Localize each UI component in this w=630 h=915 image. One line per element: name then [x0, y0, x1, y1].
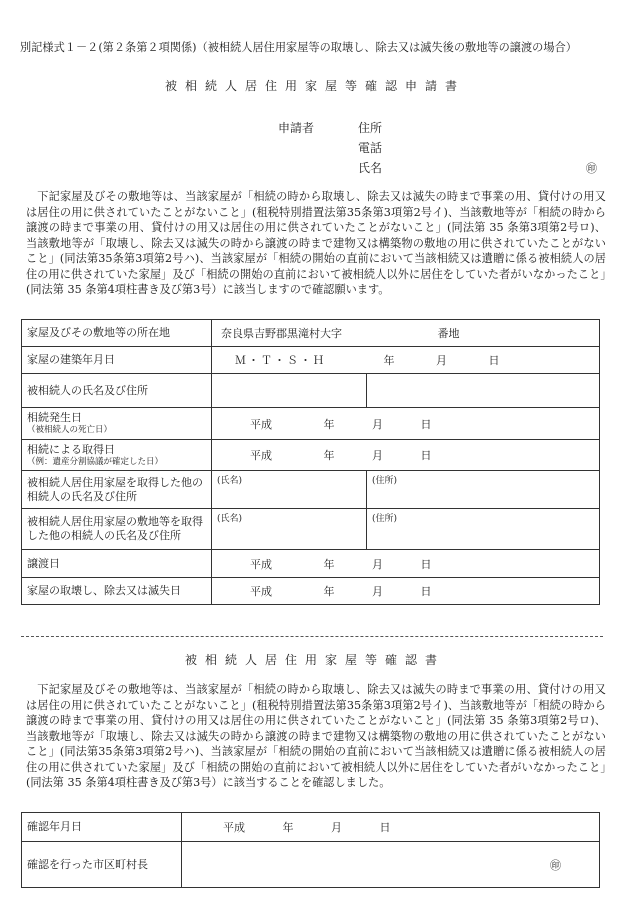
- other-heirs-house-label: 被相続人居住用家屋を取得した他の相続人の氏名及び住所: [22, 471, 212, 509]
- mayor-label: 確認を行った市区町村長: [22, 842, 182, 888]
- built-year: 年: [383, 354, 395, 367]
- demolish-date-field[interactable]: [212, 578, 600, 605]
- other-heirs-land-address-field[interactable]: [367, 509, 600, 550]
- era: 平成: [223, 821, 245, 834]
- transfer-date-label: 譲渡日: [22, 550, 212, 578]
- table-row: [22, 440, 600, 471]
- month: 月: [372, 449, 383, 462]
- built-day: 日: [488, 354, 500, 367]
- deceased-address-field[interactable]: [367, 374, 600, 408]
- acquire-date-label-cell: [22, 440, 212, 471]
- table-row: [22, 842, 600, 888]
- era: 平成: [250, 449, 272, 462]
- address-hint: (住所): [372, 476, 398, 486]
- confirm-date-label: 確認年月日: [22, 813, 182, 842]
- built-date-field[interactable]: [212, 347, 600, 374]
- mayor-field[interactable]: [182, 842, 600, 888]
- deceased-label: 被相続人の氏名及び住所: [22, 374, 212, 408]
- other-heirs-house-address-field[interactable]: [367, 471, 600, 509]
- location-field[interactable]: [212, 320, 600, 347]
- year: 年: [323, 585, 335, 598]
- applicant-label: 申請者: [278, 121, 315, 135]
- month: 月: [372, 585, 383, 598]
- confirm-date-field[interactable]: [182, 813, 600, 842]
- table-row: [22, 509, 600, 550]
- name-hint: (氏名): [217, 476, 243, 486]
- mayor-seal-icon: ㊞: [550, 858, 561, 872]
- inherit-date-label: 相続発生日: [27, 411, 82, 424]
- name-label: 氏名: [358, 161, 383, 175]
- acquire-date-sub: （例：遺産分割協議が確定した日）: [27, 456, 164, 467]
- table-row: [22, 813, 600, 842]
- era: 平成: [250, 585, 272, 598]
- year: 年: [323, 557, 335, 571]
- day: 日: [420, 417, 432, 431]
- month: 月: [372, 417, 383, 431]
- deceased-name-field[interactable]: [212, 374, 367, 408]
- name-hint: (氏名): [217, 514, 243, 524]
- inherit-date-field[interactable]: [212, 408, 600, 440]
- month: 月: [331, 821, 342, 834]
- table-row: [22, 347, 600, 374]
- confirmation-title: 被相続人居住用家屋等確認書: [184, 653, 445, 667]
- day: 日: [420, 585, 432, 598]
- form-header: 別記様式１－２(第２条第２項関係)（被相続人居住用家屋等の取壊し、除去又は滅失後の敷地等の譲渡の場合）: [20, 41, 577, 54]
- built-date-label: 家屋の建築年月日: [22, 347, 212, 374]
- location-prefix: 奈良県吉野郡黒滝村大字: [221, 327, 342, 340]
- month: 月: [372, 557, 383, 571]
- other-heirs-land-label: 被相続人居住用家屋の敷地等を取得した他の相続人の氏名及び住所: [22, 509, 212, 550]
- applicant-seal-icon: ㊞: [586, 162, 597, 175]
- demolish-date-label: 家屋の取壊し、除去又は滅失日: [22, 578, 212, 605]
- year: 年: [323, 449, 335, 462]
- era: 平成: [250, 557, 272, 571]
- year: 年: [282, 821, 294, 834]
- table-row: [22, 374, 600, 408]
- address-hint: (住所): [372, 514, 398, 524]
- inherit-date-label-cell: [22, 408, 212, 440]
- table-row: [22, 578, 600, 605]
- table-row: [22, 471, 600, 509]
- table-row: [22, 320, 600, 347]
- day: 日: [420, 557, 432, 571]
- confirmation-table: [21, 812, 600, 888]
- other-heirs-house-name-field[interactable]: [212, 471, 367, 509]
- year: 年: [323, 417, 335, 431]
- address-label: 住所: [358, 121, 383, 135]
- acquire-date-label: 相続による取得日: [27, 442, 115, 456]
- era-options: Ｍ・Ｔ・Ｓ・Ｈ: [235, 354, 326, 367]
- transfer-date-field[interactable]: [212, 550, 600, 578]
- built-month: 月: [436, 354, 447, 367]
- cut-line-divider: [21, 636, 603, 637]
- property-details-table: [21, 319, 600, 605]
- application-title: 被相続人居住用家屋等確認申請書: [164, 79, 465, 93]
- era: 平成: [250, 417, 272, 431]
- acquire-date-field[interactable]: [212, 440, 600, 471]
- table-row: [22, 550, 600, 578]
- table-row: [22, 408, 600, 440]
- location-suffix: 番地: [437, 327, 460, 340]
- other-heirs-land-name-field[interactable]: [212, 509, 367, 550]
- inherit-date-sub: （被相続人の死亡日）: [27, 425, 113, 435]
- day: 日: [379, 821, 391, 834]
- application-paragraph: 下記家屋及びその敷地等は、当該家屋が「相続の時から取壊し、除去又は滅失の時まで事業の用、貸付けの用又は居住の用に供されていたことがないこと」(租税特別措置法第35条第3項第2号イ)、当該敷地等が「相続の時から譲渡の時まで事業の用、貸付けの用又は居住の用に供されていたことがないこと」(同法第 35 条第3項第2号ロ)、当該敷地等が「取壊し、除去又は滅失の時から譲渡の時まで建物又は構築物の敷地の用に供されていたことがないこと」(同法第35条第3項第2号ハ)、当該家屋が「相続の開始の直前において当該相続又は遺贈に係る被相続人の居住の用に供されていた家屋」及び「相続の開始の直前において被相続人以外に居住をしていた者がいなかったこと」(同法第 35 条第4項柱書き及び第3号）に該当しますので確認願います。: [26, 190, 606, 296]
- location-label: 家屋及びその敷地等の所在地: [22, 320, 212, 347]
- phone-label: 電話: [358, 141, 383, 155]
- confirmation-paragraph: 下記家屋及びその敷地等は、当該家屋が「相続の時から取壊し、除去又は滅失の時まで事業の用、貸付けの用又は居住の用に供されていたことがないこと」(租税特別措置法第35条第3項第2号イ)、当該敷地等が「相続の時から譲渡の時まで事業の用、貸付けの用又は居住の用に供されていたことがないこと」(同法第 35 条第3項第2号ロ)、当該敷地等が「取壊し、除去又は滅失の時から譲渡の時まで建物又は構築物の敷地の用に供されていたことがないこと」(同法第35条第3項第2号ハ)、当該家屋が「相続の開始の直前において当該相続又は遺贈に係る被相続人の居住の用に供されていた家屋」及び「相続の開始の直前において被相続人以外に居住をしていた者がいなかったこと」(同法第 35 条第4項柱書き及び第3号）に該当することを確認しました。: [26, 683, 606, 789]
- day: 日: [420, 449, 432, 462]
